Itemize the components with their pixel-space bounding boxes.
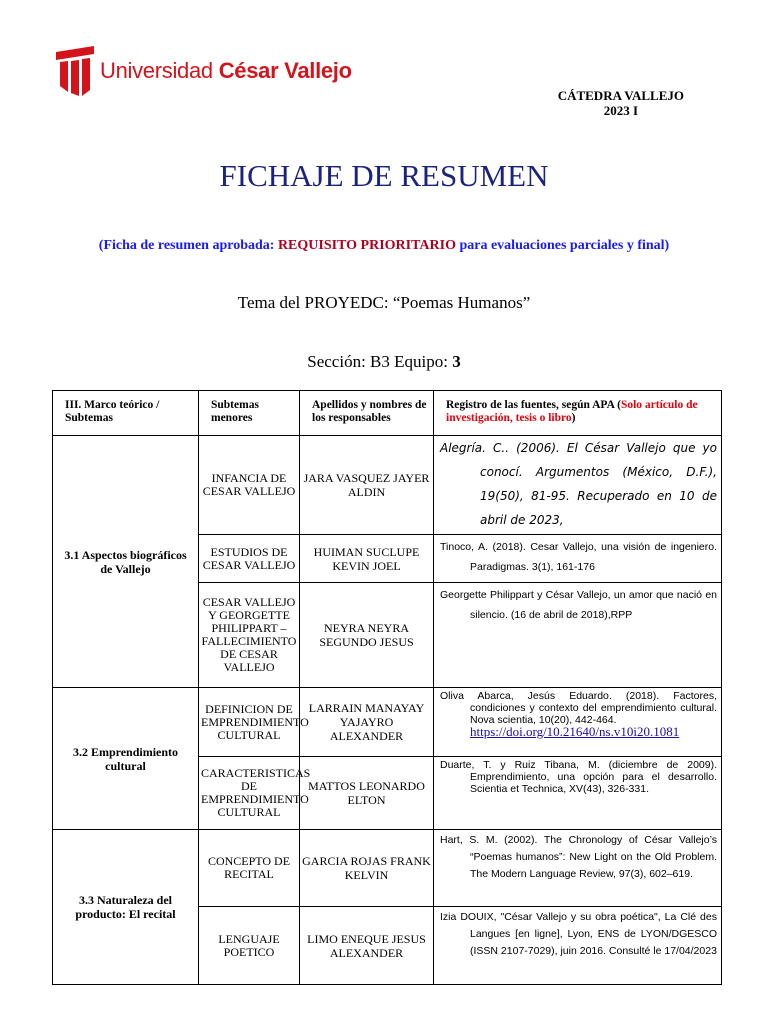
responsable-cell: LARRAIN MANAYAY YAJAYRO ALEXANDER: [300, 688, 434, 757]
ucv-logo-icon: [56, 46, 94, 96]
tema-line: Tema del PROYEDC: “Poemas Humanos”: [237, 293, 531, 312]
responsable-cell: LIMO ENEQUE JESUS ALEXANDER: [300, 907, 434, 985]
header-marco-teorico: III. Marco teórico / Subtemas: [53, 391, 199, 436]
subtitle: (Ficha de resumen aprobada: REQUISITO PRIORITARIO para evaluaciones parciales y final): [98, 238, 670, 253]
fuente-cell: Izia DOUIX, "César Vallejo y su obra poética", La Clé des Langues [en ligne], Lyon, ENS de LYON/DGESCO (ISSN 2107-7029), juin 2016. Consulté le 17/04/2023: [434, 907, 722, 985]
responsable-cell: GARCIA ROJAS FRANK KELVIN: [300, 830, 434, 907]
subtema-cell: CESAR VALLEJO Y GEORGETTE PHILIPPART – FALLECIMIENTO DE CESAR VALLEJO: [199, 583, 300, 688]
fuente-cell: Alegría. C.. (2006). El César Vallejo que yo conocí. Argumentos (México, D.F.), 19(50), 81-95. Recuperado en 10 de abril de 2023,: [434, 436, 722, 535]
responsable-cell: JARA VASQUEZ JAYER ALDIN: [300, 436, 434, 535]
theme-cell: 3.2 Emprendimiento cultural: [53, 688, 199, 830]
table-row: [53, 436, 722, 535]
subtitle-highlight: REQUISITO PRIORITARIO: [277, 238, 456, 253]
fuente-cell: Hart, S. M. (2002). The Chronology of César Vallejo’s “Poemas humanos”: New Light on the Old Problem. The Modern Language Review, 97(3), 602–619.: [434, 830, 722, 907]
subtema-cell: CONCEPTO DE RECITAL: [199, 830, 300, 907]
catedra-line2: 2023 I: [603, 103, 638, 118]
equipo-number: 3: [452, 352, 461, 371]
table-header-row: [53, 391, 722, 436]
seccion-line: Sección: B3 Equipo: 3: [307, 352, 461, 371]
fuente-cell: Georgette Philippart y César Vallejo, un amor que nació en silencio. (16 de abril de 2018),RPP: [434, 583, 722, 688]
responsable-cell: MATTOS LEONARDO ELTON: [300, 757, 434, 830]
responsable-cell: NEYRA NEYRA SEGUNDO JESUS: [300, 583, 434, 688]
fuente-cell: Tinoco, A. (2018). Cesar Vallejo, una visión de ingeniero. Paradigmas. 3(1), 161-176: [434, 535, 722, 583]
theme-cell: 3.1 Aspectos biográficos de Vallejo: [53, 436, 199, 688]
table-row: [53, 830, 722, 907]
subtema-cell: DEFINICION DE EMPRENDIMIENTO CULTURAL: [199, 688, 300, 757]
theme-cell: 3.3 Naturaleza del producto: El recital: [53, 830, 199, 985]
header-subtemas-menores: Subtemas menores: [199, 391, 300, 436]
doi-link[interactable]: https://doi.org/10.21640/ns.v10i20.1081: [470, 724, 680, 739]
fuente-cell: Oliva Abarca, Jesús Eduardo. (2018). Factores, condiciones y contexto del emprendimiento cultural. Nova scientia, 10(20), 442-464. https://doi.org/10.21640/ns.v10i20.1081: [434, 688, 722, 757]
table-row: [53, 688, 722, 757]
fuente-cell: Duarte, T. y Ruiz Tibana, M. (diciembre de 2009). Emprendimiento, una opción para el desarrollo. Scientia et Technica, XV(43), 326-331.: [434, 757, 722, 830]
subtema-cell: ESTUDIOS DE CESAR VALLEJO: [199, 535, 300, 583]
subtema-cell: INFANCIA DE CESAR VALLEJO: [199, 436, 300, 535]
catedra-block: [558, 88, 684, 118]
logo-text: Universidad César Vallejo: [100, 58, 352, 83]
subtema-cell: LENGUAJE POETICO: [199, 907, 300, 985]
catedra-line1: CÁTEDRA VALLEJO: [557, 88, 684, 103]
subtema-cell: CARACTERISTICAS DE EMPRENDIMIENTO CULTURAL: [199, 757, 300, 830]
university-logo: [56, 46, 352, 96]
resumen-table: [52, 390, 722, 985]
page-title: FICHAJE DE RESUMEN: [219, 158, 549, 193]
header-responsables: Apellidos y nombres de los responsables: [300, 391, 434, 436]
header-registro-fuentes: Registro de las fuentes, según APA (Solo artículo de investigación, tesis o libro): [434, 391, 722, 436]
responsable-cell: HUIMAN SUCLUPE KEVIN JOEL: [300, 535, 434, 583]
